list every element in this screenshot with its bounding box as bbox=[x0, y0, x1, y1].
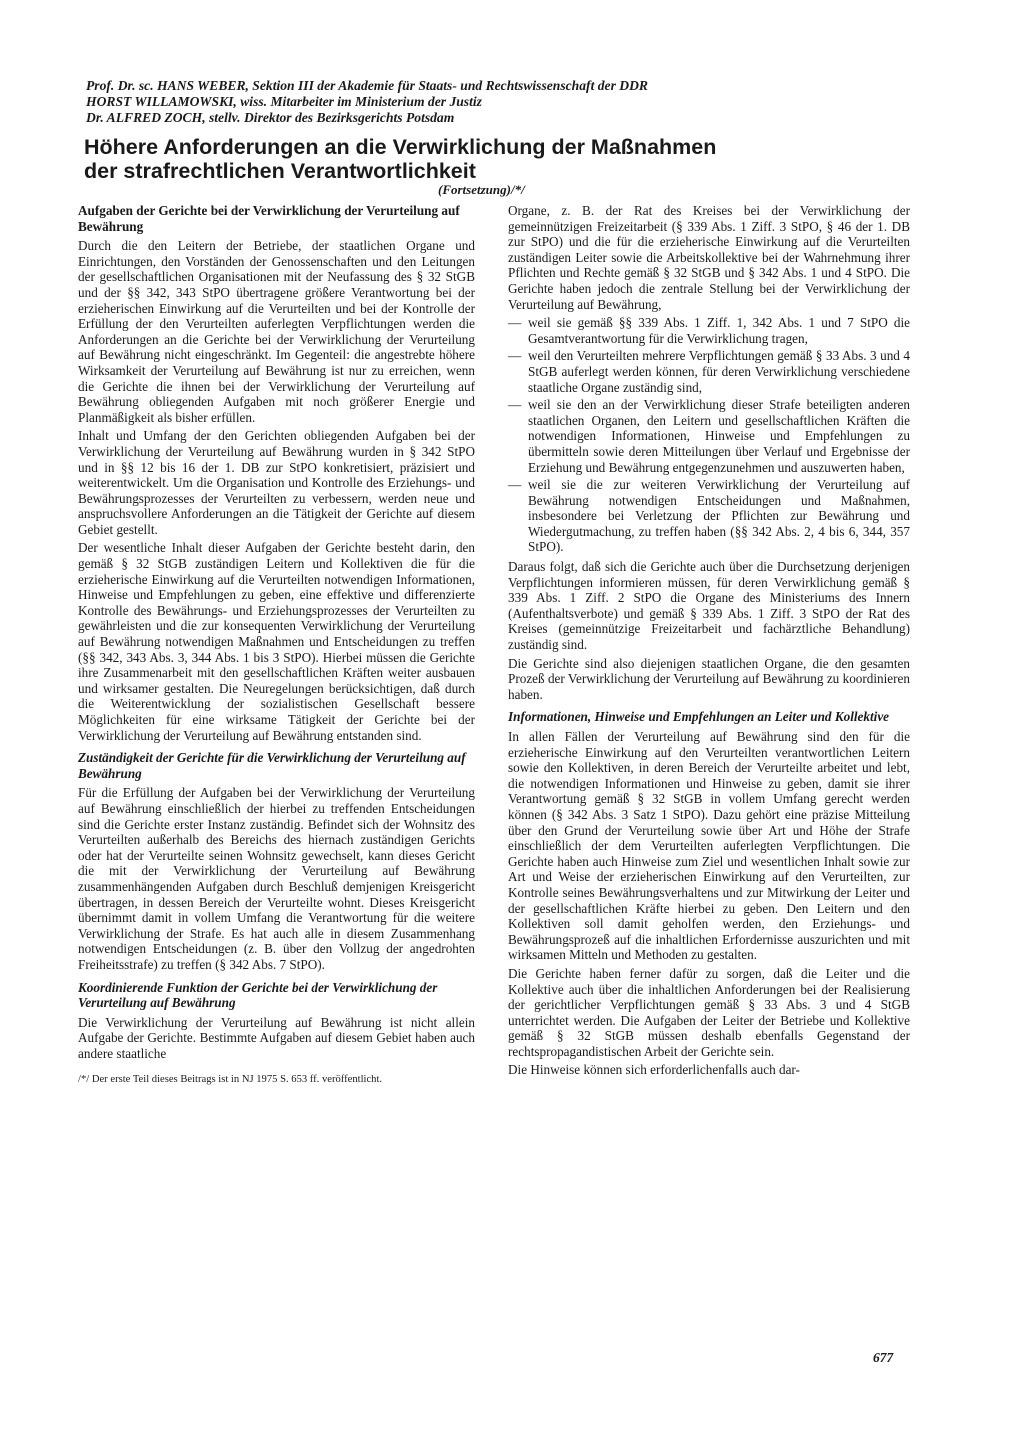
list-item bbox=[508, 397, 910, 475]
paragraph: Daraus folgt, daß sich die Gerichte auch über die Durchsetzung derjenigen Verpflichtungen informieren müssen, für deren Verwirklichung gemäß § 339 Abs. 1 Ziff. 2 StPO die Organe des Ministeriums des Innern (Aufenthaltsverbote) und gemäß § 339 Abs. 1 Ziff. 3 StPO der Rat des Kreises (gemeinnützige Freizeitarbeit und fachärztliche Behandlung) zuständig sind. bbox=[508, 559, 910, 653]
list-item-text: weil den Verurteilten mehrere Verpflichtungen gemäß § 33 Abs. 3 und 4 StGB auferlegt werden können, für deren Verwirklichung verschiedene staatliche Organe zuständig sind, bbox=[528, 348, 910, 395]
subsection-heading: Informationen, Hinweise und Empfehlungen an Leiter und Kollektive bbox=[508, 709, 890, 725]
list-item bbox=[508, 477, 910, 555]
page-number: 677 bbox=[873, 1350, 894, 1365]
paragraph: Für die Erfüllung der Aufgaben bei der Verwirklichung der Verurteilung auf Bewährung einschließlich der hierbei zu treffenden Entscheidungen sind die Gerichte erster Instanz zuständig. Befindet sich der Wohnsitz des Verurteilten außerhalb des Bereichs des hiernach zuständigen Gerichts oder hat der Verurteilte seinen Wohnsitz gewechselt, kann dieses Gericht die mit der Verwirklichung der Verurteilung auf Bewährung zusammenhängenden Aufgaben durch Beschluß demjenigen Kreisgericht übertragen, in dessen Bereich der Verurteilte wohnt. Dieses Kreisgericht übernimmt damit in vollem Umfang die Verantwortung für die weitere Verwirklichung der Strafe. Es hat auch alle in diesem Zusammenhang notwendigen Entscheidungen (z. B. über den Vollzug der angedrohten Freiheitsstrafe) zu treffen (§ 342 Abs. 7 StPO). bbox=[78, 785, 475, 972]
section-heading: Aufgaben der Gerichte bei der Verwirklichung der Verurteilung auf Bewährung bbox=[78, 203, 460, 234]
dash-marker: — bbox=[508, 348, 522, 364]
paragraph: Organe, z. B. der Rat des Kreises bei der Verwirklichung der gemeinnützigen Freizeitarbeit (§ 339 Abs. 1 Ziff. 3 StPO, § 46 der 1. DB zur StPO) und die für die erzieherische Einwirkung auf die Verurteilten zuständigen Leiter sowie die Arbeitskollektive bei der Wahrnehmung ihrer Pflichten und Rechte gemäß § 32 StGB und § 342 Abs. 1 und 4 StPO. Die Gerichte haben jedoch die zentrale Stellung bei der Verwirklichung der Verurteilung auf Bewährung, bbox=[508, 203, 910, 312]
continuation-note: (Fortsetzung)/*/ bbox=[438, 182, 525, 197]
subsection-heading: Zuständigkeit der Gerichte für die Verwirklichung der Verurteilung auf Bewährung bbox=[78, 750, 466, 781]
paragraph: Der wesentliche Inhalt dieser Aufgaben der Gerichte besteht darin, den gemäß § 32 StGB zuständigen Leitern und Kollektiven die für die erzieherische Einwirkung auf die Verurteilten notwendigen Informationen, Hinweise und Empfehlungen zu geben, eine effektive und differenzierte Kontrolle des Bewährungs- und Erziehungsprozesses der Verurteilten zu gewährleisten und die zur konsequenten Verwirklichung der Verurteilung auf Bewährung notwendigen Maßnahmen und Entscheidungen zu treffen (§§ 342, 343 Abs. 3, 344 Abs. 1 bis 3 StPO). Hierbei müssen die Gerichte ihre Zusammenarbeit mit den gesellschaftlichen Kräften weiter ausbauen und wirksamer gestalten. Die Neuregelungen berücksichtigen, daß durch die Weiterentwicklung der sozialistischen Gesellschaft bessere Möglichkeiten für eine wirksame Tätigkeit der Gerichte bei der Verwirklichung der Verurteilung auf Bewährung entstanden sind. bbox=[78, 540, 475, 743]
paragraph: Die Verwirklichung der Verurteilung auf Bewährung ist nicht allein Aufgabe der Gerichte. Bestimmte Aufgaben auf diesem Gebiet haben auch andere staatliche bbox=[78, 1014, 475, 1061]
paragraph: Die Gerichte haben ferner dafür zu sorgen, daß die Leiter und die Kollektive auch über die inhaltlichen Anforderungen bei der Realisierung der gerichtlicher Verpflichtungen gemäß § 33 Abs. 3 und 4 StGB unterrichtet werden. Die Aufgaben der Leiter der Betriebe und Kollektive gemäß § 32 StGB müssen deshalb ebenfalls Gegenstand der rechtspropagandistischen Arbeit der Gerichte sein. bbox=[508, 965, 910, 1059]
author-line: Prof. Dr. sc. HANS WEBER, Sektion III der Akademie für Staats- und Rechtswissenschaft der DDR bbox=[86, 78, 648, 93]
paragraph: Inhalt und Umfang der den Gerichten obliegenden Aufgaben bei der Verwirklichung der Verurteilung auf Bewährung wurden in § 342 StPO und in §§ 12 bis 16 der 1. DB zur StPO konkretisiert, präzisiert und weiterentwickelt. Um die Organisation und Kontrolle des Erziehungs- und Bewährungsprozesses der Verurteilten zu verbessern, werden neue und anspruchsvollere Anforderungen an die Tätigkeit der Gerichte auf diesem Gebiet gestellt. bbox=[78, 428, 475, 537]
dash-marker: — bbox=[508, 397, 522, 413]
title-line: der strafrechtlichen Verantwortlichkeit bbox=[84, 159, 476, 183]
author-line: Dr. ALFRED ZOCH, stellv. Direktor des Bezirksgerichts Potsdam bbox=[86, 110, 455, 125]
list-item bbox=[508, 348, 910, 395]
author-line: HORST WILLAMOWSKI, wiss. Mitarbeiter im Ministerium der Justiz bbox=[86, 94, 482, 109]
left-column bbox=[78, 203, 475, 1086]
right-column bbox=[508, 203, 910, 1081]
list-item-text: weil sie die zur weiteren Verwirklichung der Verurteilung auf Bewährung notwendigen Entscheidungen und Maßnahmen, insbesondere bei Verletzung der Pflichten zur Bewährung und Wiedergutmachung, zu treffen haben (§§ 342 Abs. 2, 4 bis 6, 344, 357 StPO). bbox=[528, 477, 910, 555]
bullet-list bbox=[508, 315, 910, 555]
paragraph: Die Hinweise können sich erforderlichenfalls auch dar- bbox=[508, 1062, 800, 1078]
subsection-heading: Koordinierende Funktion der Gerichte bei der Verwirklichung der Verurteilung auf Bewährung bbox=[78, 979, 438, 1011]
title-line: Höhere Anforderungen an die Verwirklichung der Maßnahmen bbox=[84, 135, 717, 159]
list-item-text: weil sie gemäß §§ 339 Abs. 1 Ziff. 1, 342 Abs. 1 und 7 StPO die Gesamtverantwortung für die Verwirklichung tragen, bbox=[528, 315, 910, 346]
paragraph: Die Gerichte sind also diejenigen staatlichen Organe, die den gesamten Prozeß der Verwirklichung der Verurteilung auf Bewährung zu koordinieren haben. bbox=[508, 655, 910, 702]
list-item bbox=[508, 315, 910, 346]
dash-marker: — bbox=[508, 315, 522, 331]
dash-marker: — bbox=[508, 477, 522, 493]
paragraph: Durch die den Leitern der Betriebe, der staatlichen Organe und Einrichtungen, den Vorständen der Genossenschaften und den Leitungen der gesellschaftlichen Organisationen mit der Neufassung des § 32 StGB und der §§ 342, 343 StPO übertragene größere Verantwortung bei der erzieherischen Einwirkung auf die Verurteilten und bei der Kontrolle der Erfüllung der den Verurteilten auferlegten Verpflichtungen werden die Anforderungen an die Gerichte bei der Verwirklichung der Verurteilung auf Bewährung nicht eingeschränkt. Im Gegenteil: die angestrebte höhere Wirksamkeit der Verurteilung auf Bewährung ist nur zu erreichen, wenn die Gerichte die ihnen bei der Verwirklichung der Verurteilung auf Bewährung obliegenden Aufgaben mit noch größerer Energie und Planmäßigkeit als bisher erfüllen. bbox=[78, 238, 475, 425]
author-block bbox=[86, 78, 846, 126]
list-item-text: weil sie den an der Verwirklichung dieser Strafe beteiligten anderen staatlichen Organen, den Leitern und gesellschaftlichen Kräften die notwendigen Informationen, Hinweise und Empfehlungen zu übermitteln sowie deren Mitteilungen über Verlauf und Ergebnisse der Erziehung und Bewährung entgegenzunehmen und auszuwerten haben, bbox=[528, 397, 910, 475]
paragraph: In allen Fällen der Verurteilung auf Bewährung sind den für die erzieherische Einwirkung auf den Verurteilten verantwortlichen Leitern sowie den Kollektiven, in deren Bereich der Verurteilte arbeitet und lebt, die notwendigen Informationen und Hinweise zu geben, damit sie ihrer Verantwortung gemäß § 32 StGB in vollem Umfang gerecht werden können (§ 342 Abs. 3 Satz 1 StPO). Dazu gehört eine präzise Mitteilung über den Grund der Verurteilung sowie über Art und Höhe der Strafe einschließlich der dem Verurteilten auferlegten Verpflichtungen. Die Gerichte haben auch Hinweise zum Ziel und wesentlichen Inhalt sowie zur Art und Weise der erzieherischen Einwirkung auf den Verurteilten, zur Kontrolle seines Bewährungsverhaltens und zur Mitwirkung der Leiter und der gesellschaftlichen Kräfte hierbei zu geben. Den Leitern und den Kollektiven soll damit geholfen werden, den Erziehungs- und Bewährungsprozeß auf die inhaltlichen Erfordernisse auszurichten und mit wirksamen Mitteln und Methoden zu gestalten. bbox=[508, 729, 910, 963]
article-title bbox=[84, 135, 804, 183]
footnote: /*/ Der erste Teil dieses Beitrags ist in NJ 1975 S. 653 ff. veröffentlicht. bbox=[78, 1074, 383, 1086]
